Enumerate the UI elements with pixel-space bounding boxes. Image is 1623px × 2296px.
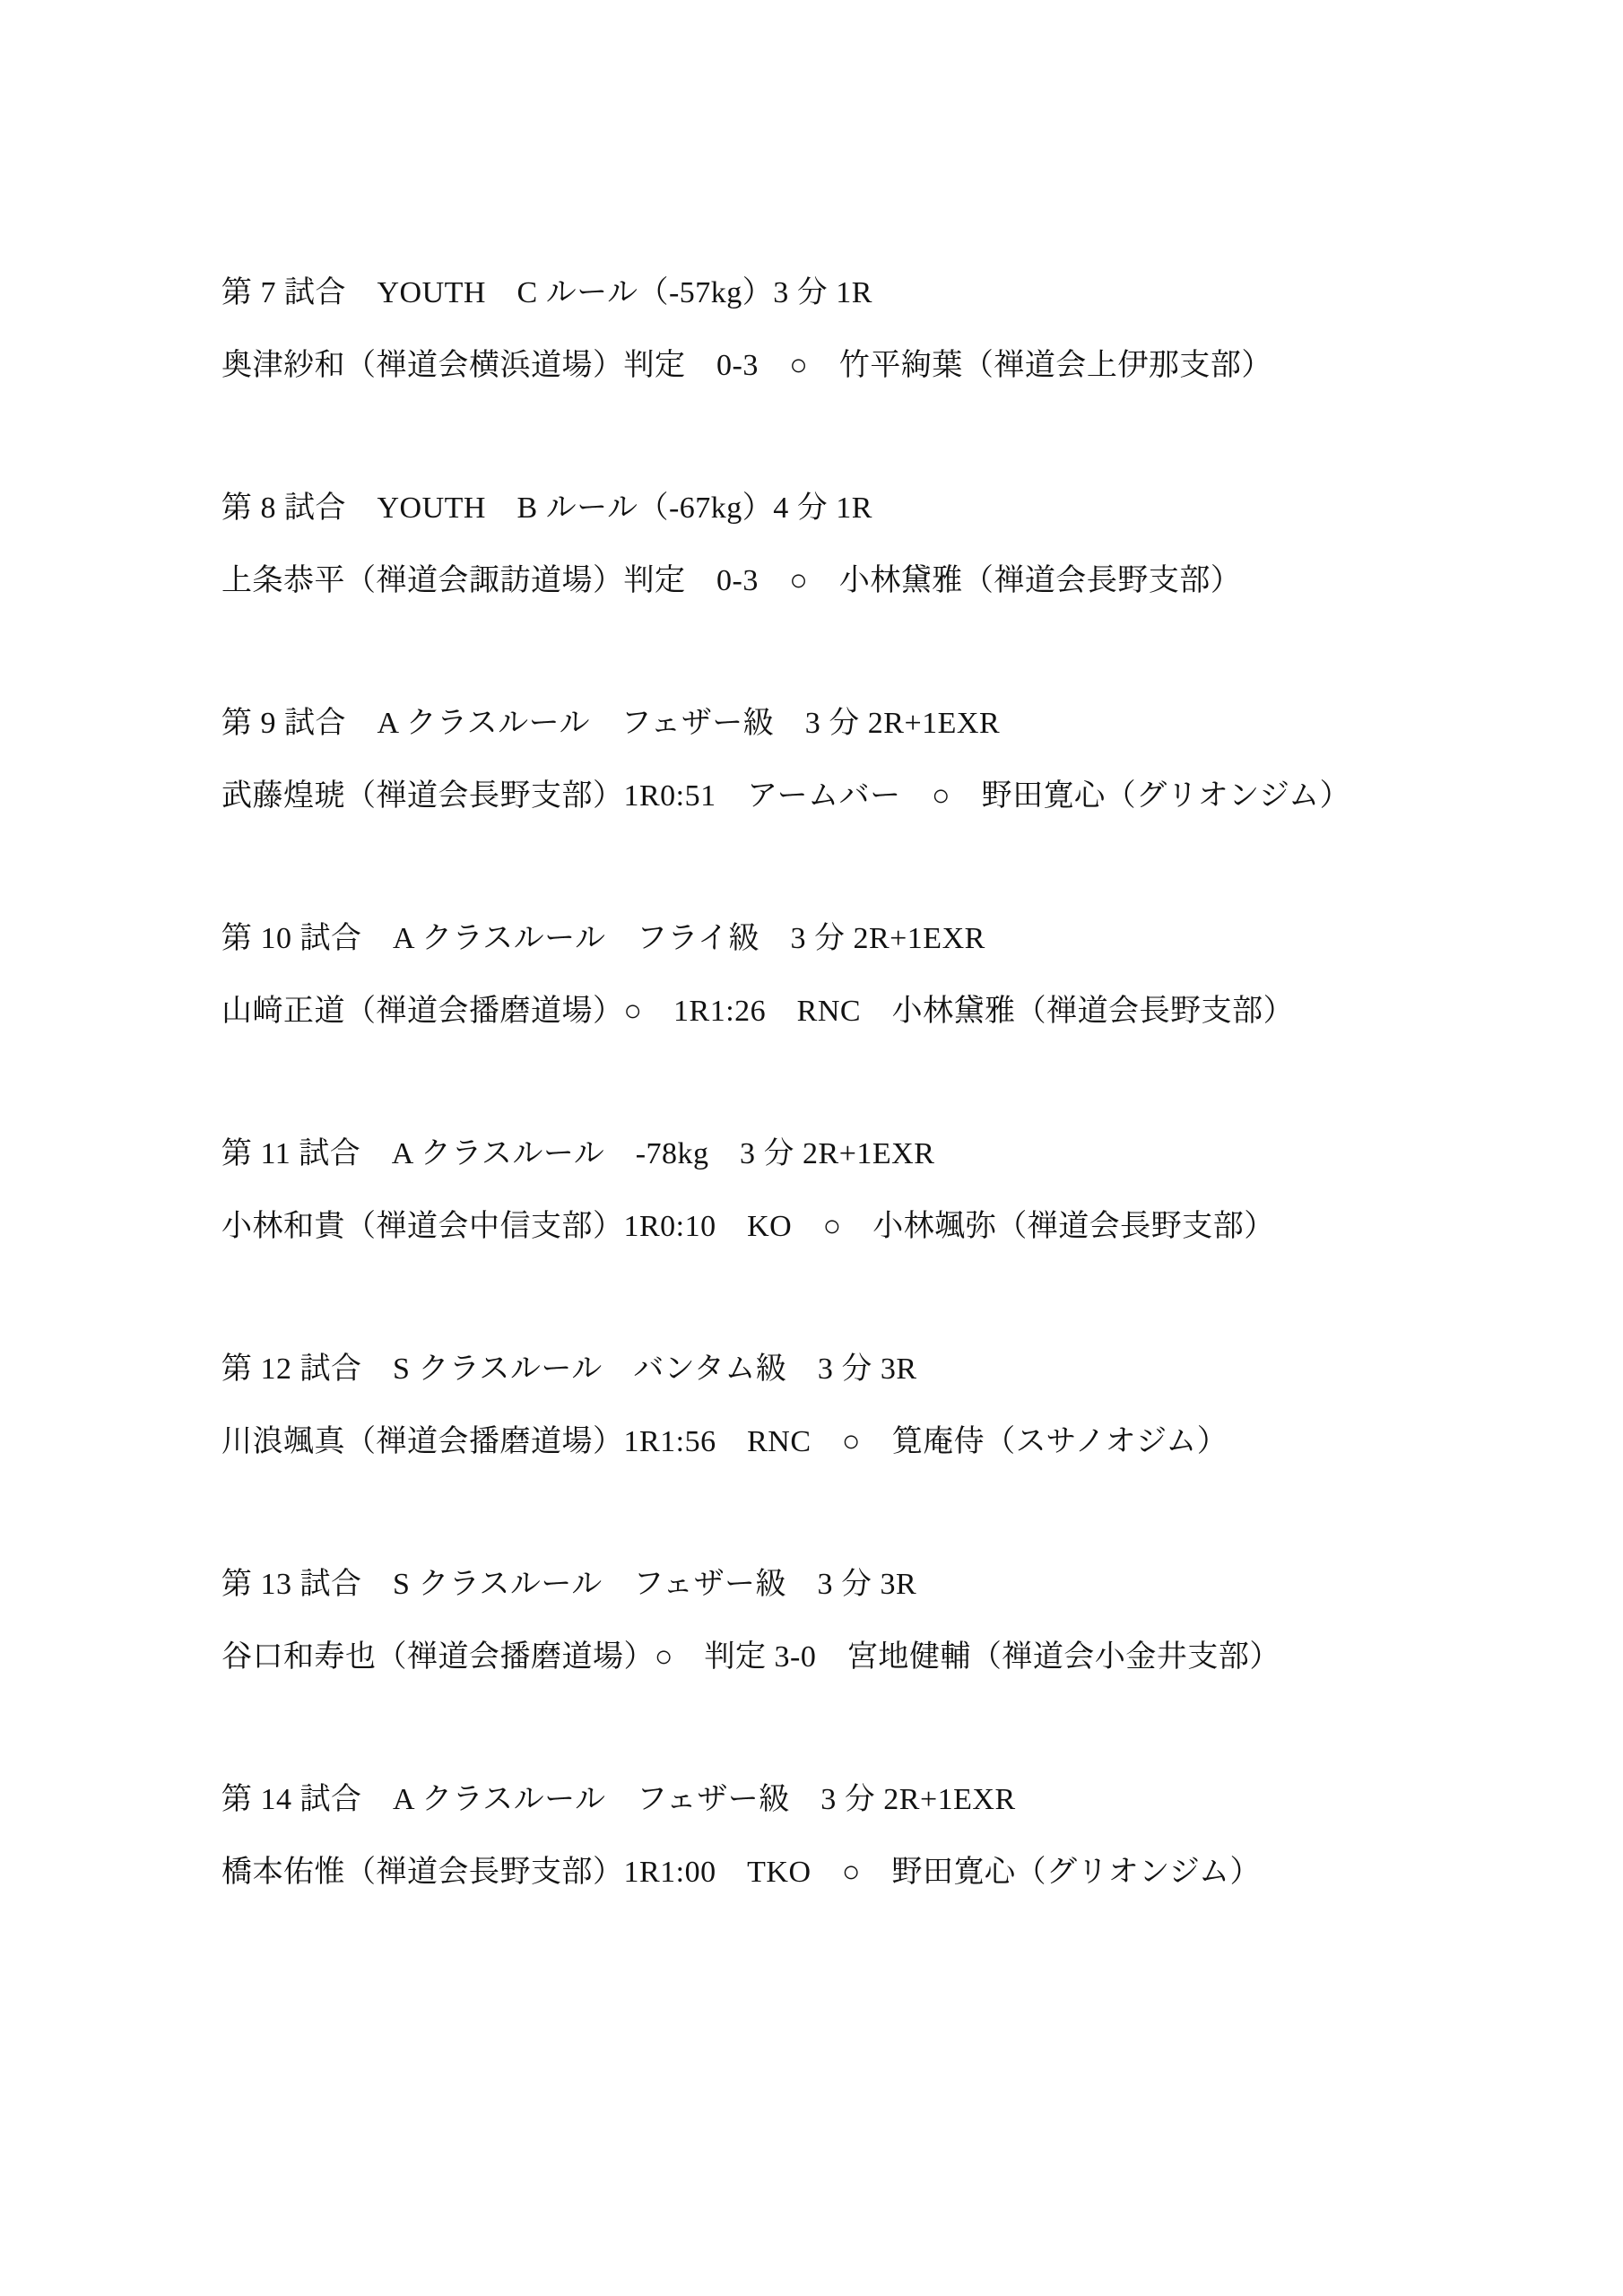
match-13-block	[221, 1566, 1569, 1675]
match-11-block	[221, 1135, 1569, 1245]
match-12-block	[221, 1351, 1569, 1460]
match-7-block	[221, 274, 1569, 384]
match-10-block	[221, 920, 1569, 1030]
match-result: 武藤煌琥（禅道会長野支部）1R0:51 アームバー ○ 野田寛心（グリオンジム）	[221, 779, 1351, 813]
match-9-block	[221, 705, 1569, 814]
match-result: 川浪颯真（禅道会播磨道場）1R1:56 RNC ○ 筧庵侍（スサノオジム）	[221, 1425, 1228, 1458]
match-result: 谷口和寿也（禅道会播磨道場）○ 判定 3-0 宮地健輔（禅道会小金井支部）	[221, 1640, 1280, 1674]
match-title: 第 13 試合 S クラスルール フェザー級 3 分 3R	[221, 1568, 917, 1601]
match-title: 第 11 試合 A クラスルール -78kg 3 分 2R+1EXR	[221, 1137, 935, 1170]
match-result: 山﨑正道（禅道会播磨道場）○ 1R1:26 RNC 小林黛雅（禅道会長野支部）	[221, 995, 1295, 1028]
match-title: 第 9 試合 A クラスルール フェザー級 3 分 2R+1EXR	[221, 707, 1001, 740]
match-8-block	[221, 490, 1569, 599]
match-title: 第 14 試合 A クラスルール フェザー級 3 分 2R+1EXR	[221, 1783, 1016, 1816]
match-result: 小林和貴（禅道会中信支部）1R0:10 KO ○ 小林颯弥（禅道会長野支部）	[221, 1210, 1275, 1243]
match-title: 第 12 試合 S クラスルール バンタム級 3 分 3R	[221, 1352, 917, 1386]
match-result: 上条恭平（禅道会諏訪道場）判定 0-3 ○ 小林黛雅（禅道会長野支部）	[221, 564, 1242, 597]
match-result: 橋本佑惟（禅道会長野支部）1R1:00 TKO ○ 野田寛心（グリオンジム）	[221, 1856, 1261, 1889]
match-title: 第 10 試合 A クラスルール フライ級 3 分 2R+1EXR	[221, 922, 985, 955]
match-title: 第 8 試合 YOUTH B ルール（-67kg）4 分 1R	[221, 491, 872, 525]
match-title: 第 7 試合 YOUTH C ルール（-57kg）3 分 1R	[221, 276, 872, 309]
match-14-block	[221, 1781, 1569, 1891]
match-result: 奥津紗和（禅道会横浜道場）判定 0-3 ○ 竹平絢葉（禅道会上伊那支部）	[221, 349, 1272, 382]
